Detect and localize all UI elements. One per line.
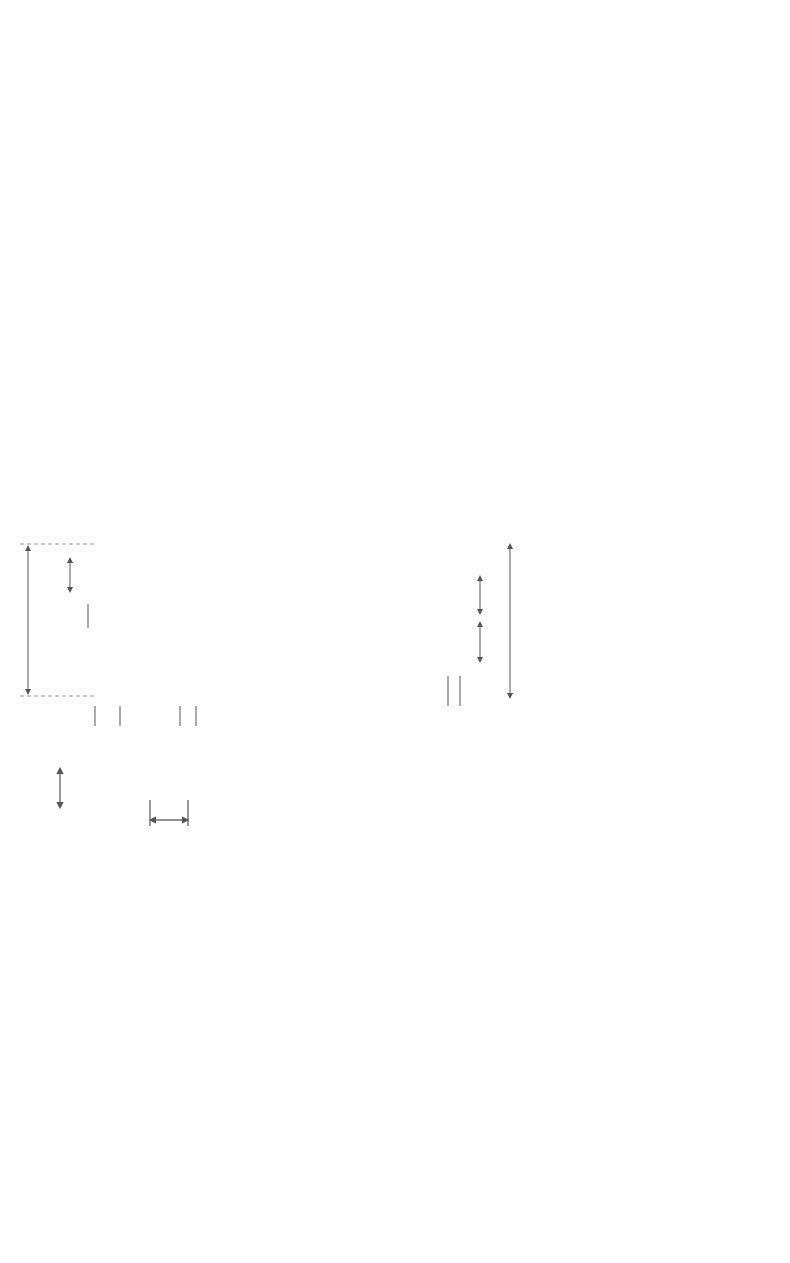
chain-dimension-diagram xyxy=(0,530,790,840)
chain-front-view xyxy=(60,768,188,826)
chain-top-view xyxy=(20,544,510,726)
